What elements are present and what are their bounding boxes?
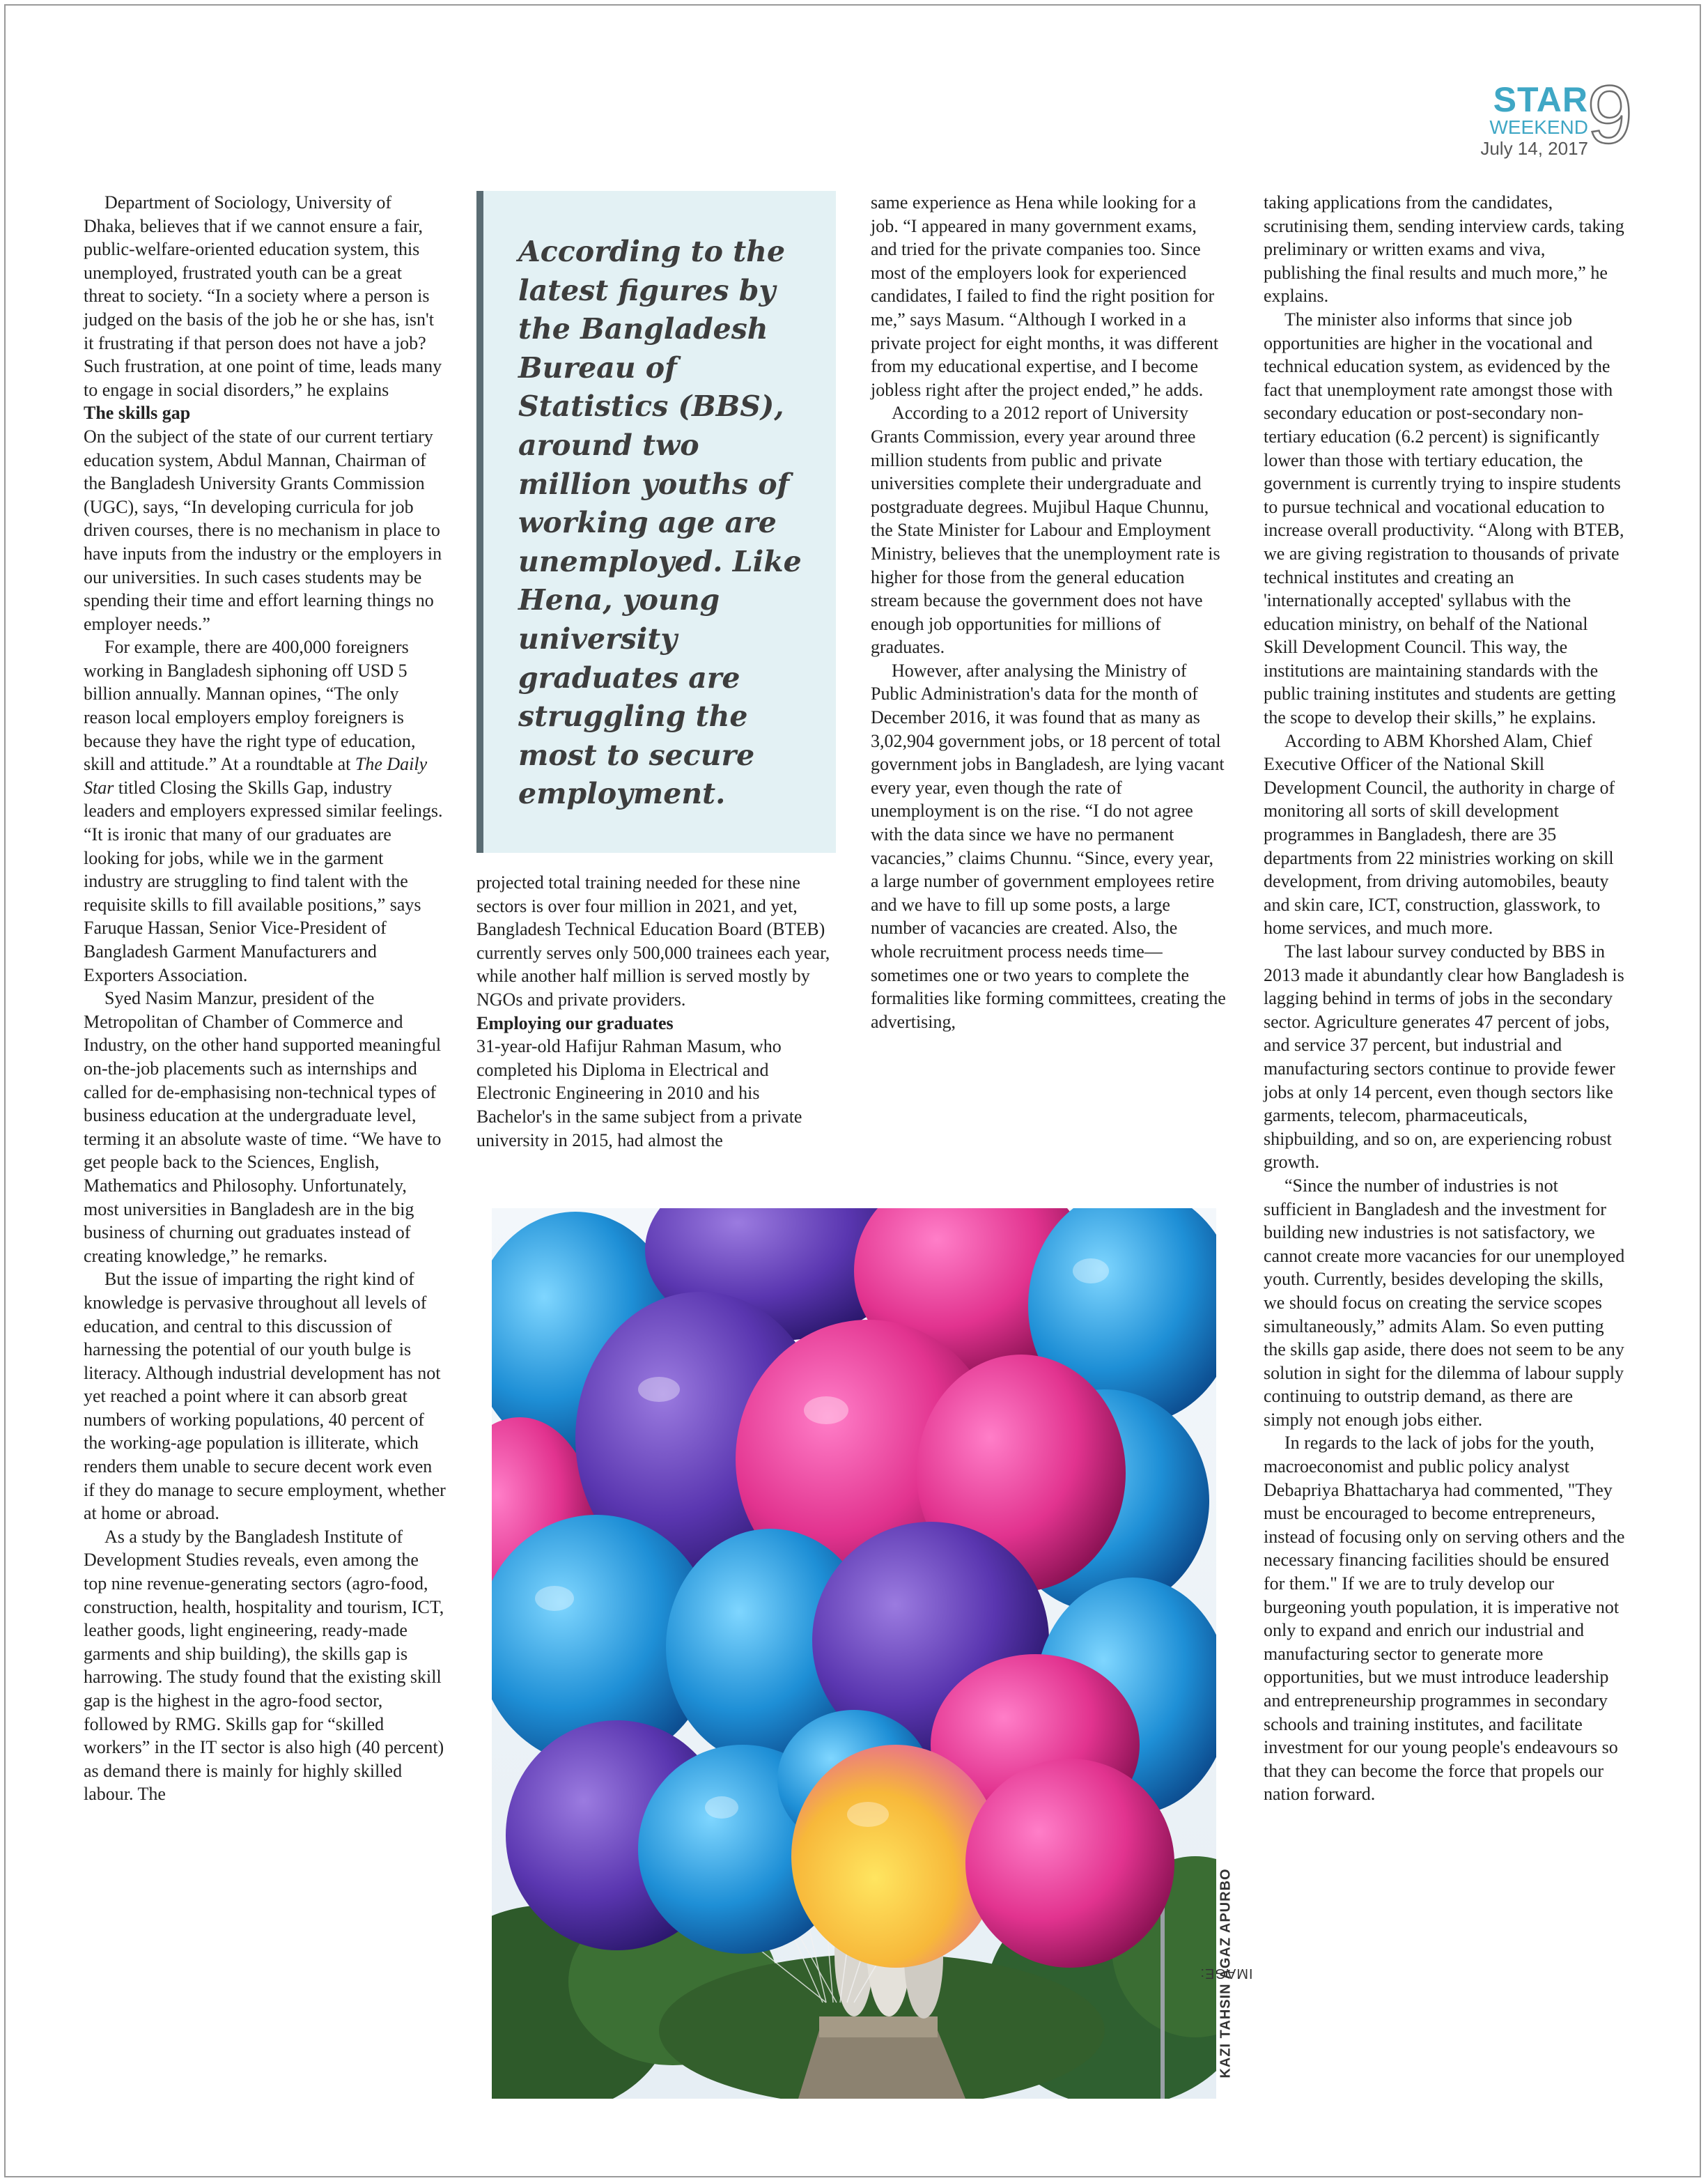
- balloons-illustration: [492, 1208, 1216, 2099]
- masthead-weekend-logo: WEEKEND: [1489, 116, 1588, 138]
- text-run: For example, there are 400,000 foreigners working in Bangladesh siphoning off USD 5 billion annually. Mannan opines, “The only reason local employers employ foreigners is because they have the right type of education, skill and attitude.” At a roundtable at: [84, 637, 416, 775]
- paragraph: taking applications from the candidates, scrutinising them, sending interview cards, taking preliminary or written exams and viva, publishing the final results and much more,” he explains.: [1264, 192, 1624, 307]
- paragraph: projected total training needed for these nine sectors is over four million in 2021, and yet, Bangladesh Technical Education Board (BTEB) currently serves only 500,000 trainees each year, while another half million is served mostly by NGOs and private providers.: [476, 872, 830, 1010]
- paragraph: Department of Sociology, University of Dhaka, believes that if we cannot ensure a fair, public-welfare-oriented education system, this unemployed, frustrated youth can be a great threat to society. “In a society where a person is judged on the basis of the job he or she has, isn't it frustrating if that person does not have a job? Such frustration, at one point of time, leads many to engage in social disorders,” he explains: [84, 192, 442, 400]
- paragraph: Syed Nasim Manzur, president of the Metropolitan of Chamber of Commerce and Industry, on the other hand supported meaningful on-the-job placements such as internships and called for de-emphasising non-technical types of business education at the undergraduate level, terming it an absolute waste of time. “We have to get people back to the Sciences, English, Mathematics and Philosophy. Unfortunately, most universities in Bangladesh are in the big business of churning out graduates instead of creating knowledge,” he remarks.: [84, 988, 442, 1266]
- text-run: titled Closing the Skills Gap, industry leaders and employers expressed similar feelings. “It is ironic that many of our graduates are looking for jobs, while we in the garment industry are struggling to find talent with the requisite skills to fill available positions,” says Faruque Hassan, Senior Vice-President of Bangladesh Garment Manufacturers and Exporters Association.: [84, 777, 443, 985]
- paragraph: However, after analysing the Ministry of Public Administration's data for the month of December 2016, it was found that as many as 3,02,904 government jobs, or 18 percent of total government jobs in Bangladesh, are lying vacant every year, even though the rate of unemployment is on the rise. “I do not agree with the data since we have no permanent vacancies,” claims Chunnu. “Since, every year, a large number of government employees retire and we have to fill up some posts, a large number of vacancies are created. Also, the whole recruitment process needs time—sometimes one or two years to complete the formalities like forming committees, creating the advertising,: [871, 660, 1226, 1032]
- paragraph: But the issue of imparting the right kind of knowledge is pervasive throughout all levels of education, and central to this discussion of harnessing the potential of our youth bulge is literacy. Although industrial development has not yet reached a point where it can absorb great numbers of working populations, 40 percent of the working-age population is illiterate, which renders them unable to secure decent work even if they do manage to secure employment, whether at home or abroad.: [84, 1269, 446, 1524]
- pull-quote: [476, 191, 836, 853]
- paragraph: According to a 2012 report of University Grants Commission, every year around three million students from public and private universities complete their undergraduate and postgraduate degrees. Mujibul Haque Chunnu, the State Minister for Labour and Employment Ministry, believes that the unemployment rate is higher for those from the general education stream because the government does not have enough job opportunities for millions of graduates.: [871, 403, 1220, 658]
- paragraph: same experience as Hena while looking for a job. “I appeared in many government exams, and tried for the private companies too. Since most of the employers look for experienced candidates, I failed to find the right position for me,” says Masum. “Although I worked in a private project for eight months, it was different from my educational expertise, and I become jobless right after the project ended,” he adds.: [871, 192, 1219, 400]
- paragraph: [84, 635, 446, 987]
- article-column-4: [1264, 191, 1626, 1806]
- photo-credit-name: KAZI TAHSIN AGAZ APURBO: [1218, 1868, 1234, 2078]
- photo-credit: [1199, 1848, 1253, 2099]
- publication-title: The Daily Star: [84, 754, 428, 798]
- photo-credit-text: [1199, 1868, 1253, 2078]
- photo-credit-prefix: IMAGE:: [1199, 1966, 1253, 1982]
- article-column-3: [871, 191, 1226, 1033]
- paragraph: The minister also informs that since job opportunities are higher in the vocational and technical education system, as evidenced by the fact that unemployment rate amongst those with secondary education or post-secondary non-tertiary education (6.2 percent) is significantly lower than those with tertiary education, the government is currently trying to inspire students to pursue technical and vocational education to increase overall productivity. “Along with BTEB, we are giving registration to thousands of private technical institutes and creating an 'internationally accepted' syllabus with the education ministry, on behalf of the National Skill Development Council. This way, the institutions are maintaining standards with the public training institutes and students are getting the scope to develop their skills,” he explains.: [1264, 309, 1624, 728]
- masthead: [1466, 69, 1633, 162]
- paragraph: “Since the number of industries is not sufficient in Bangladesh and the investment for building new industries is not satisfactory, we cannot create more vacancies for our unemployed youth. Currently, besides developing the skills, we should focus on creating the service scopes simultaneously,” admits Alam. So even putting the skills gap aside, there does not seem to be any solution in sight for the dilemma of labour supply continuing to outstrip demand, as there are simply not enough jobs either.: [1264, 1175, 1625, 1430]
- paragraph: On the subject of the state of our current tertiary education system, Abdul Mannan, Chairman of the Bangladesh University Grants Commission (UGC), says, “In developing curricula for job driven courses, there is no mechanism in place to have inputs from the industry or the employers in our universities. In such cases students may be spending their time and effort learning things no employer needs.”: [84, 426, 442, 634]
- page-number: 9: [1587, 69, 1633, 161]
- subheading-employing-graduates: Employing our graduates: [476, 1012, 674, 1033]
- paragraph: As a study by the Bangladesh Institute of Development Studies reveals, even among the top nine revenue-generating sectors (agro-food, construction, health, hospitality and tourism, ICT, leather goods, light engineering, ready-made garments and ship building), the skills gap is harrowing. The study found that the existing skill gap is the highest in the agro-food sector, followed by RMG. Skills gap for “skilled workers” in the IT sector is also high (40 percent) as demand there is mainly for highly skilled labour. The: [84, 1526, 444, 1805]
- paragraph: The last labour survey conducted by BBS in 2013 made it abundantly clear how Bangladesh is lagging behind in terms of jobs in the secondary sector. Agriculture generates 47 percent of jobs, and service 37 percent, but industrial and manufacturing sectors continue to provide fewer jobs at only 14 percent, even though sectors like garments, telecom, pharmaceuticals, shipbuilding, and so on, are experiencing robust growth.: [1264, 941, 1624, 1173]
- paragraph: According to ABM Khorshed Alam, Chief Executive Officer of the National Skill Development Council, the authority in charge of monitoring all sorts of skill development programmes in Bangladesh, there are 35 departments from 22 ministries working on skill development, from driving automobiles, beauty and skin care, ICT, construction, glasswork, to home services, and much more.: [1264, 730, 1615, 939]
- pull-quote-text: According to the latest figures by the Bangladesh Bureau of Statistics (BBS), around two million youths of working age are unemployed. Like Hena, young university graduates are struggling the most to secure employment.: [518, 235, 802, 811]
- subheading-skills-gap: The skills gap: [84, 403, 191, 424]
- issue-date: July 14, 2017: [1480, 138, 1588, 159]
- masthead-star-logo: STAR: [1493, 80, 1588, 119]
- article-column-2: [476, 871, 839, 1152]
- paragraph: In regards to the lack of jobs for the youth, macroeconomist and public policy analyst Debapriya Bhattacharya had commented, "They must be encouraged to become entrepreneurs, instead of focusing only on serving others and the necessary financing facilities should be ensured for them." If we are to truly develop our burgeoning youth population, it is imperative not only to expand and enrich our industrial and manufacturing sector to generate more opportunities, but we must introduce leadership and entrepreneurship programmes in secondary schools and training institutes, and facilitate investment for our young people's endeavours so that they can become the force that propels our nation forward.: [1264, 1433, 1625, 1805]
- paragraph: 31-year-old Hafijur Rahman Masum, who completed his Diploma in Electrical and Electronic Engineering in 2010 and his Bachelor's in the same subject from a private university in 2015, had almost the: [476, 1036, 802, 1150]
- article-column-1: [84, 191, 446, 1806]
- balloons-photo: [492, 1208, 1216, 2099]
